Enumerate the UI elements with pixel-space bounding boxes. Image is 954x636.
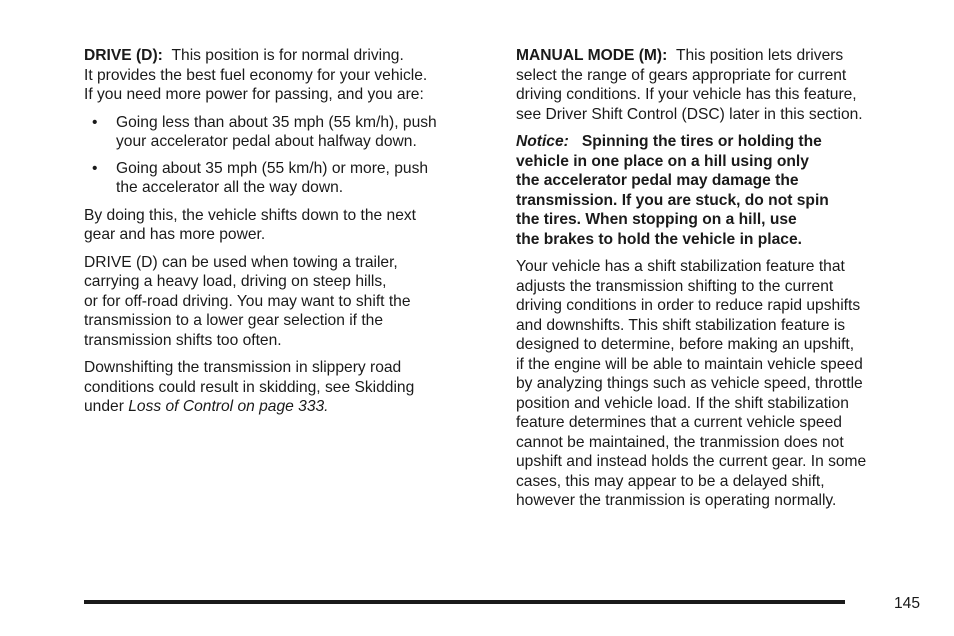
drive-intro-line: It provides the best fuel economy for your vehicle. [84,66,428,84]
footer-rule [84,600,845,604]
shift-down-paragraph: By doing this, the vehicle shifts down to the next gear and has more power. [84,206,416,243]
notice-paragraph: Notice: Spinning the tires or holding the vehicle in one place on a hill using only the accelerator pedal may damage the transmission. If you are stuck, do not spin the tires. When stopping on a hill, use the brakes to hold the vehicle in place. [516,133,829,248]
drive-paragraph [84,46,484,105]
drive-heading: DRIVE (D): [84,47,163,64]
stabilization-paragraph: Your vehicle has a shift stabilization feature that adjusts the transmission shifting to the current driving conditions in order to reduce rapid upshifts and downshifts. This shift stabilization feature is designed to determine, before making an upshift, if the engine will be able to maintain vehicle speed by analyzing things such as vehicle speed, throttle position and vehicle load. If the shift stabilization feature determines that a current vehicle speed cannot be maintained, the tranmission does not upshift and instead holds the current gear. In some cases, this may appear to be a delayed shift, however the tranmission is operating normally. [516,258,867,509]
towing-paragraph: DRIVE (D) can be used when towing a trailer, carrying a heavy load, driving on steep hills, or for off-road driving. You may want to shift the transmission to a lower gear selection if the transmission shifts too often. [84,253,411,349]
right-column [516,46,916,519]
bullet-icon: • [92,159,98,177]
page-number: 145 [893,595,920,612]
cross-reference: Loss of Control on page 333. [128,398,329,415]
slippery-paragraph: Downshifting the transmission in slippery road conditions could result in skidding, see Skidding under Loss of Control on page 333. [84,359,415,415]
notice-label: Notice: [516,133,569,150]
list-item: • Going about 35 mph (55 km/h) or more, push the accelerator all the way down. [92,159,429,196]
power-bullet-list [84,113,484,198]
bullet-icon: • [92,113,98,131]
manual-mode-paragraph: MANUAL MODE (M): This position lets drivers select the range of gears appropriate for current driving conditions. If your vehicle has this feature, see Driver Shift Control (DSC) later in this section. [516,47,863,123]
left-column [84,46,484,425]
manual-mode-heading: MANUAL MODE (M): [516,47,668,64]
drive-intro-line: If you need more power for passing, and you are: [84,86,424,103]
list-item: • Going less than about 35 mph (55 km/h), push your accelerator pedal about halfway down. [92,113,437,150]
drive-intro-line: This position is for normal driving. [171,47,404,64]
